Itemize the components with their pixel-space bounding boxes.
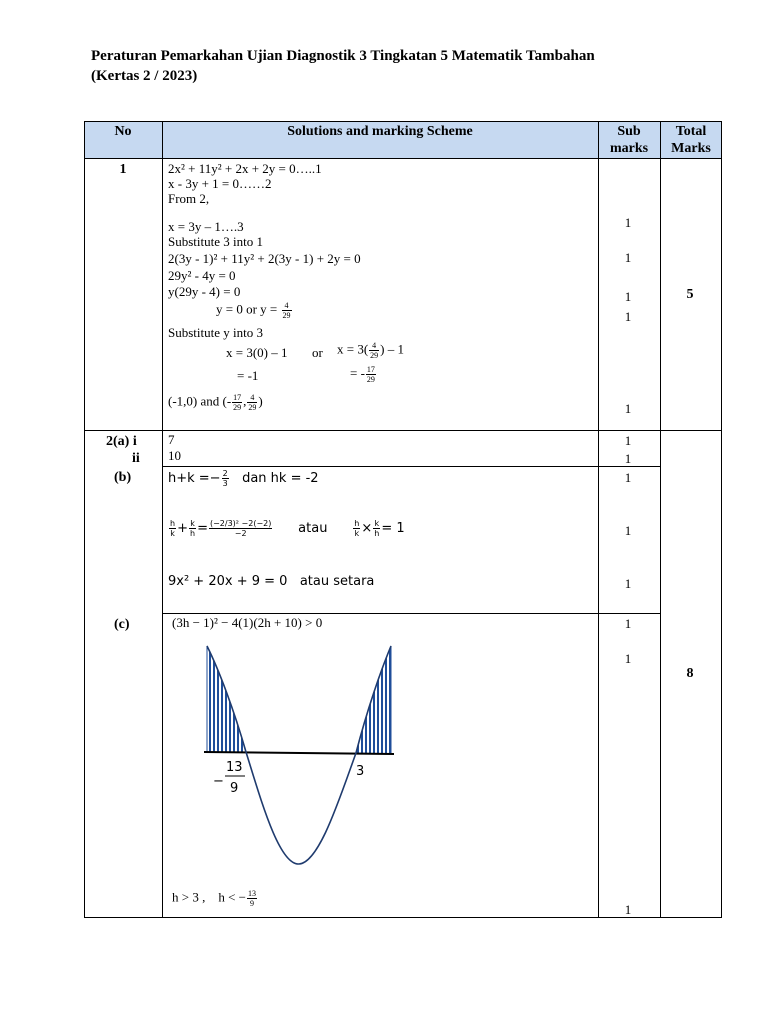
col-divider-solutions [598, 121, 599, 918]
question-2a-i-number: 2(a) i [106, 434, 137, 449]
q1-x-first: x = 3(0) – 1 [226, 345, 288, 360]
question-2b-number: (b) [114, 470, 132, 485]
q1-x-second: x = 3( $\frac{4}{29}$ ) – 1 [337, 341, 405, 360]
q1-mark: 1 [624, 215, 632, 230]
q1-mark: 1 [624, 250, 632, 265]
title-line-2: (Kertas 2 / 2023) [91, 68, 198, 84]
q2b-fraction-sum: $\frac{h}{k}$ + $\frac{k}{h}$ = $\frac{\text{(−2/3)² −2(−2)}}{-2}$ atau $\frac{h}{k}$ × $\frac{k}{h}$ = 1 [170, 519, 405, 538]
parabola-sketch [189, 640, 409, 870]
q2a-mark: 1 [624, 433, 632, 448]
q1-mark: 1 [624, 289, 632, 304]
question-1-number: 1 [119, 162, 127, 177]
title-line-1: Peraturan Pemarkahan Ujian Diagnostik 3 Tingkatan 5 Matematik Tambahan [91, 48, 595, 64]
shaded-region-left [207, 646, 246, 752]
q1-factorised-equation: y(29y - 4) = 0 [168, 284, 241, 299]
q2b-sum-product: h+k =− $\frac{2}{3}$ dan hk = -2 [168, 469, 319, 488]
root-left-sign: − [213, 774, 224, 789]
q1-total-marks: 5 [686, 287, 694, 302]
q1-x-second-result: = - $\frac{17}{29}$ [350, 365, 375, 384]
q1-substitute-y: Substitute y into 3 [168, 325, 263, 340]
q2b-mark: 1 [624, 576, 632, 591]
shaded-region-right [356, 646, 391, 754]
q2b-mark: 1 [624, 470, 632, 485]
q2c-final-answer: h > 3 , h < − $\frac{13}{9}$ [172, 889, 257, 908]
table-border-right [721, 121, 722, 918]
q1-final-points: (-1,0) and (- $\frac{17}{29}$ , $\frac{4}{29}$ ) [168, 393, 263, 412]
row-divider-q1 [84, 430, 722, 431]
q1-from-2: From 2, [168, 191, 210, 206]
question-2c-number: (c) [114, 617, 130, 632]
q2b-quadratic: 9x² + 20x + 9 = 0 atau setara [168, 574, 375, 589]
q2c-discriminant-inequality: (3h − 1)² − 4(1)(2h + 10) > 0 [172, 615, 323, 630]
q1-x-first-result: = -1 [237, 368, 259, 383]
parabola-curve [207, 646, 391, 864]
q2a-ii-answer: 10 [168, 448, 181, 463]
header-no: No [114, 124, 132, 139]
header-total-marks: Total Marks [671, 124, 711, 156]
header-sub-marks: Sub marks [609, 124, 649, 156]
col-divider-sub [660, 121, 661, 918]
root-left-denominator: 9 [230, 781, 239, 796]
q2c-mark: 1 [624, 616, 632, 631]
q1-mark: 1 [624, 401, 632, 416]
q1-substitute-line: Substitute 3 into 1 [168, 234, 263, 249]
header-solutions: Solutions and marking Scheme [287, 124, 473, 139]
q2c-mark: 1 [624, 902, 632, 917]
q1-simplified-equation: 29y² - 4y = 0 [168, 268, 236, 283]
q1-equation-3: x = 3y – 1….3 [168, 219, 244, 234]
table-border-bottom [84, 917, 722, 918]
row-divider-2a [162, 466, 660, 467]
q1-or: or [312, 345, 323, 360]
root-left-numerator: 13 [226, 760, 243, 775]
header-divider [84, 158, 722, 159]
table-border-top [84, 121, 722, 122]
q2-total-marks: 8 [686, 666, 694, 681]
q2a-mark: 1 [624, 451, 632, 466]
table-border-left [84, 121, 85, 918]
q1-mark: 1 [624, 309, 632, 324]
q1-y-solutions: y = 0 or y = $\frac{4}{29}$ [216, 301, 291, 320]
row-divider-2b [162, 613, 660, 614]
q1-equation-2: x - 3y + 1 = 0……2 [168, 176, 272, 191]
root-right-label: 3 [356, 764, 365, 779]
q2a-i-answer: 7 [168, 432, 175, 447]
q2b-mark: 1 [624, 523, 632, 538]
q1-equation-1: 2x² + 11y² + 2x + 2y = 0…..1 [168, 161, 322, 176]
q2c-mark: 1 [624, 651, 632, 666]
question-2a-ii-number: ii [132, 451, 140, 466]
page-title [91, 46, 731, 86]
q1-expanded-equation: 2(3y - 1)² + 11y² + 2(3y - 1) + 2y = 0 [168, 251, 361, 266]
col-divider-no [162, 121, 163, 918]
